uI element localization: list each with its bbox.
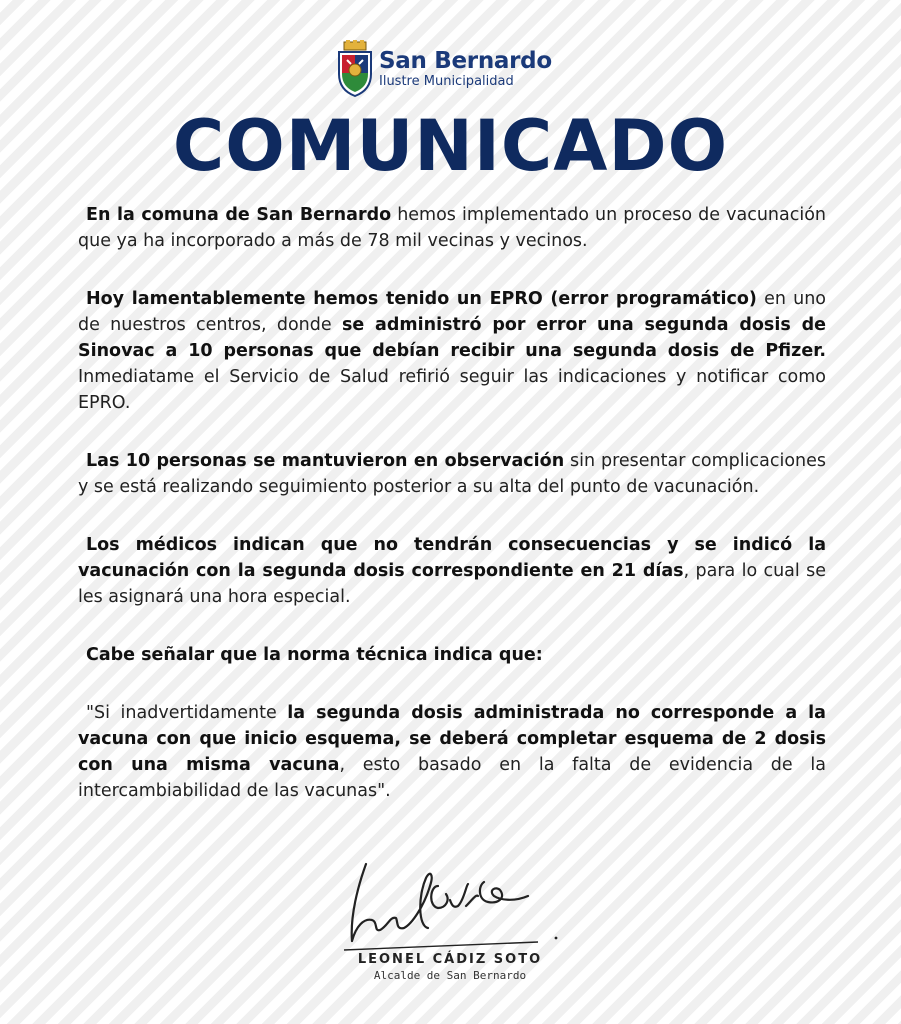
header — [0, 40, 901, 102]
handwritten-signature — [338, 856, 568, 956]
paragraph-3-bold: Las 10 personas se mantuvieron en observación — [86, 451, 565, 471]
municipal-coat-of-arms-icon — [336, 40, 374, 98]
municipal-logo — [336, 40, 552, 98]
paragraph-2-bold-1: Hoy lamentablemente hemos tenido un EPRO (error programático) — [86, 289, 757, 309]
paragraph-1-text: hemos implementado un proceso de vacunación que ya ha incorporado a más de 78 mil vecinas y vecinos. — [78, 205, 827, 251]
paragraph-4-text: , para lo cual se les asignará una hora especial. — [78, 561, 826, 607]
signatory-role: Alcalde de San Bernardo — [373, 969, 527, 982]
paragraph-2-bold-2: se administró por error una segunda dosis de Sinovac a 10 personas que debían recibir una segunda dosis de Pfizer. — [78, 315, 826, 361]
announcement-body — [78, 202, 826, 804]
signatory-name: LEONEL CÁDIZ SOTO — [357, 952, 543, 967]
paragraph-2 — [78, 286, 826, 416]
brand-subtitle: Ilustre Municipalidad — [379, 74, 514, 89]
paragraph-2-text-1: en uno de nuestros centros, donde — [78, 289, 827, 335]
paragraph-6-text-2: , esto basado en la falta de evidencia de la intercambiabilidad de las vacunas". — [78, 755, 827, 801]
paragraph-1 — [78, 202, 826, 254]
paragraph-2-text-2: Inmediatame el Servicio de Salud refirió seguir las indicaciones y notificar como EPRO. — [78, 367, 826, 413]
paragraph-5-bold: Cabe señalar que la norma técnica indica que: — [86, 645, 543, 665]
page-title: COMUNICADO — [172, 105, 729, 187]
paragraph-5 — [78, 642, 826, 668]
paragraph-6 — [78, 700, 826, 804]
paragraph-6-text-1: "Si inadvertidamente — [86, 703, 288, 723]
paragraph-4 — [78, 532, 826, 610]
paragraph-4-bold: Los médicos indican que no tendrán consecuencias y se indicó la vacunación con la segunda dosis correspondiente en 21 días — [78, 535, 826, 581]
paragraph-3-text: sin presentar complicaciones y se está realizando seguimiento posterior a su alta del punto de vacunación. — [78, 451, 827, 497]
paragraph-6-bold: la segunda dosis administrada no corresponde a la vacuna con que inicio esquema, se deberá completar esquema de 2 dosis con una misma vacuna — [78, 703, 826, 775]
brand-name: San Bernardo — [379, 48, 552, 74]
paragraph-3 — [78, 448, 826, 500]
paragraph-1-bold: En la comuna de San Bernardo — [86, 205, 392, 225]
